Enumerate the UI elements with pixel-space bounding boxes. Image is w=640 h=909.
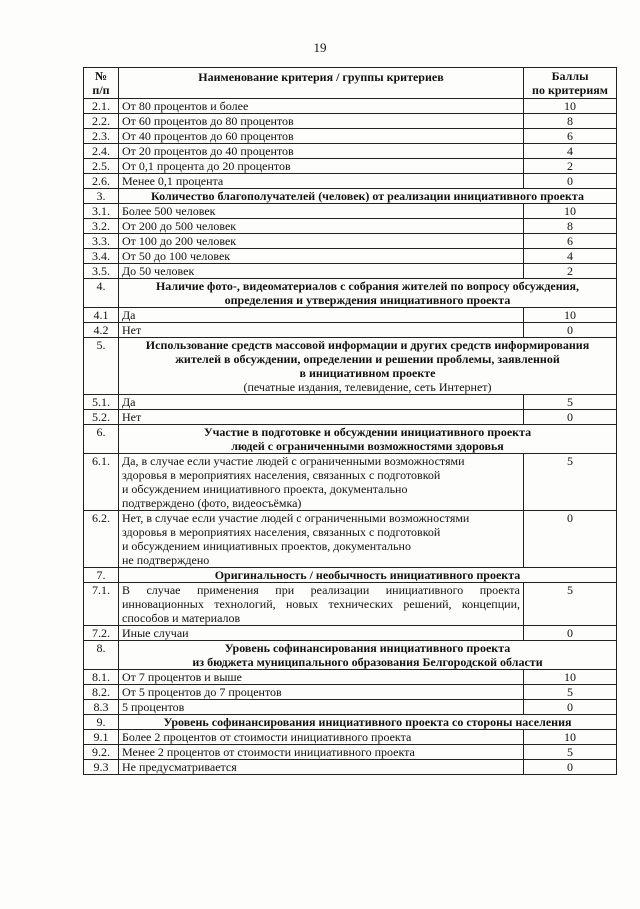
row-number: 5.2.: [84, 410, 119, 425]
criteria-group-row: [84, 189, 617, 204]
criterion-points: 0: [524, 700, 617, 715]
row-number: 2.6.: [84, 174, 119, 189]
row-number: 6.1.: [84, 454, 119, 511]
criterion-points: 0: [524, 626, 617, 641]
criterion-points: 4: [524, 144, 617, 159]
criterion-row: [84, 454, 617, 511]
criteria-group-row: [84, 641, 617, 670]
group-title: [119, 189, 617, 204]
criterion-points: 0: [524, 174, 617, 189]
criterion-row: [84, 395, 617, 410]
criterion-text: 5 процентов: [119, 700, 524, 715]
group-title: [119, 568, 617, 583]
group-title: [119, 279, 617, 308]
criterion-points: 10: [524, 730, 617, 745]
criterion-text: Иные случаи: [119, 626, 524, 641]
criterion-row: [84, 219, 617, 234]
criterion-text: От 40 процентов до 60 процентов: [119, 129, 524, 144]
row-number: 4.: [84, 279, 119, 308]
criteria-table: [83, 67, 617, 775]
criterion-text: До 50 человек: [119, 264, 524, 279]
criterion-row: [84, 323, 617, 338]
row-number: 9.1: [84, 730, 119, 745]
table-header-row: [84, 68, 617, 99]
row-number: 9.: [84, 715, 119, 730]
row-number: 3.4.: [84, 249, 119, 264]
group-title-text: Уровень софинансирования инициативного проекта из бюджета муниципального образования Белгородской области: [192, 641, 543, 669]
criterion-row: [84, 264, 617, 279]
row-number: 3.2.: [84, 219, 119, 234]
group-title: [119, 715, 617, 730]
row-number: 8.3: [84, 700, 119, 715]
group-title: [119, 338, 617, 395]
criterion-points: 10: [524, 204, 617, 219]
criterion-points: 0: [524, 323, 617, 338]
criterion-row: [84, 583, 617, 626]
criterion-text: От 80 процентов и более: [119, 99, 524, 114]
row-number: 9.3: [84, 760, 119, 775]
criterion-points: 2: [524, 159, 617, 174]
criterion-row: [84, 760, 617, 775]
criterion-text: От 200 до 500 человек: [119, 219, 524, 234]
criterion-points: 5: [524, 685, 617, 700]
row-number: 2.2.: [84, 114, 119, 129]
row-number: 4.1: [84, 308, 119, 323]
criterion-row: [84, 410, 617, 425]
criterion-text: Менее 0,1 процента: [119, 174, 524, 189]
row-number: 5.1.: [84, 395, 119, 410]
criterion-text: Да: [119, 395, 524, 410]
row-number: 2.5.: [84, 159, 119, 174]
criterion-row: [84, 174, 617, 189]
criterion-text: Не предусматривается: [119, 760, 524, 775]
criteria-group-row: [84, 568, 617, 583]
group-title-text: Использование средств массовой информации и других средств информирования жителей в обсуждении, определении и решении проблемы, заявленной в инициативном проекте: [145, 338, 590, 380]
row-number: 2.4.: [84, 144, 119, 159]
criterion-points: 10: [524, 99, 617, 114]
criterion-points: 0: [524, 511, 617, 568]
criterion-text: Более 500 человек: [119, 204, 524, 219]
criterion-row: [84, 129, 617, 144]
group-title: [119, 425, 617, 454]
group-title-text: Оригинальность / необычность инициативного проекта: [214, 568, 521, 582]
criterion-points: 4: [524, 249, 617, 264]
criterion-row: [84, 159, 617, 174]
row-number: 5.: [84, 338, 119, 395]
row-number: 8.1.: [84, 670, 119, 685]
row-number: 7.: [84, 568, 119, 583]
criterion-text: Нет: [119, 410, 524, 425]
row-number: 3.3.: [84, 234, 119, 249]
row-number: 3.: [84, 189, 119, 204]
criteria-group-row: [84, 279, 617, 308]
criterion-points: 6: [524, 129, 617, 144]
criterion-text: Более 2 процентов от стоимости инициативного проекта: [119, 730, 524, 745]
criteria-group-row: [84, 425, 617, 454]
criteria-group-row: [84, 338, 617, 395]
row-number: 9.2.: [84, 745, 119, 760]
criterion-text: Менее 2 процентов от стоимости инициативного проекта: [119, 745, 524, 760]
criterion-row: [84, 114, 617, 129]
group-title-text: Участие в подготовке и обсуждении инициативного проекта людей с ограниченными возможностями здоровья: [203, 425, 532, 453]
criterion-points: 8: [524, 114, 617, 129]
group-title: [119, 641, 617, 670]
criterion-row: [84, 700, 617, 715]
row-number: 7.2.: [84, 626, 119, 641]
criterion-text: От 5 процентов до 7 процентов: [119, 685, 524, 700]
criterion-row: [84, 626, 617, 641]
criterion-points: 8: [524, 219, 617, 234]
group-title-text: Количество благополучателей (человек) от реализации инициативного проекта: [151, 189, 584, 203]
row-number: 3.1.: [84, 204, 119, 219]
criterion-text: Нет, в случае если участие людей с ограниченными возможностями здоровья в мероприятиях населения, связанных с подготовкой и обсуждением инициативных проектов, документально не подтверждено: [119, 511, 524, 568]
criterion-points: 5: [524, 745, 617, 760]
criterion-points: 0: [524, 410, 617, 425]
criterion-row: [84, 204, 617, 219]
criterion-points: 5: [524, 583, 617, 626]
row-number: 2.1.: [84, 99, 119, 114]
criterion-points: 10: [524, 308, 617, 323]
criterion-row: [84, 685, 617, 700]
criterion-row: [84, 308, 617, 323]
page-number: 19: [313, 40, 327, 55]
row-number: 4.2: [84, 323, 119, 338]
criterion-row: [84, 670, 617, 685]
criterion-row: [84, 511, 617, 568]
criterion-text: От 100 до 200 человек: [119, 234, 524, 249]
row-number: 6.2.: [84, 511, 119, 568]
criterion-text: Нет: [119, 323, 524, 338]
header-criterion-name: Наименование критерия / группы критериев: [119, 68, 524, 99]
criterion-points: 10: [524, 670, 617, 685]
row-number: 3.5.: [84, 264, 119, 279]
row-number: 8.2.: [84, 685, 119, 700]
criterion-points: 5: [524, 395, 617, 410]
criterion-text: Да, в случае если участие людей с ограниченными возможностями здоровья в мероприятиях населения, связанных с подготовкой и обсуждением инициативного проекта, документально подтверждено (фото, видеосъёмка): [119, 454, 524, 511]
criterion-row: [84, 249, 617, 264]
criterion-text: От 0,1 процента до 20 процентов: [119, 159, 524, 174]
criterion-text: От 20 процентов до 40 процентов: [119, 144, 524, 159]
criterion-points: 6: [524, 234, 617, 249]
criterion-row: [84, 99, 617, 114]
group-subtitle: (печатные издания, телевидение, сеть Интернет): [243, 380, 492, 394]
criterion-row: [84, 144, 617, 159]
row-number: 2.3.: [84, 129, 119, 144]
criterion-points: 2: [524, 264, 617, 279]
criterion-row: [84, 745, 617, 760]
criterion-text: В случае применения при реализации инициативного проекта инновационных технологий, новых технических решений, концепции, способов и материалов: [119, 583, 524, 626]
criteria-group-row: [84, 715, 617, 730]
criterion-text: От 7 процентов и выше: [119, 670, 524, 685]
criterion-row: [84, 730, 617, 745]
criterion-points: 0: [524, 760, 617, 775]
group-title-text: Уровень софинансирования инициативного проекта со стороны населения: [163, 715, 572, 729]
header-number: № п/п: [84, 68, 119, 99]
row-number: 6.: [84, 425, 119, 454]
criterion-points: 5: [524, 454, 617, 511]
criterion-text: От 60 процентов до 80 процентов: [119, 114, 524, 129]
row-number: 8.: [84, 641, 119, 670]
criterion-row: [84, 234, 617, 249]
criterion-text: Да: [119, 308, 524, 323]
row-number: 7.1.: [84, 583, 119, 626]
header-points: Баллы по критериям: [524, 68, 617, 99]
criterion-text: От 50 до 100 человек: [119, 249, 524, 264]
group-title-text: Наличие фото-, видеоматериалов с собрания жителей по вопросу обсуждения, определения и утверждения инициативного проекта: [155, 279, 580, 307]
